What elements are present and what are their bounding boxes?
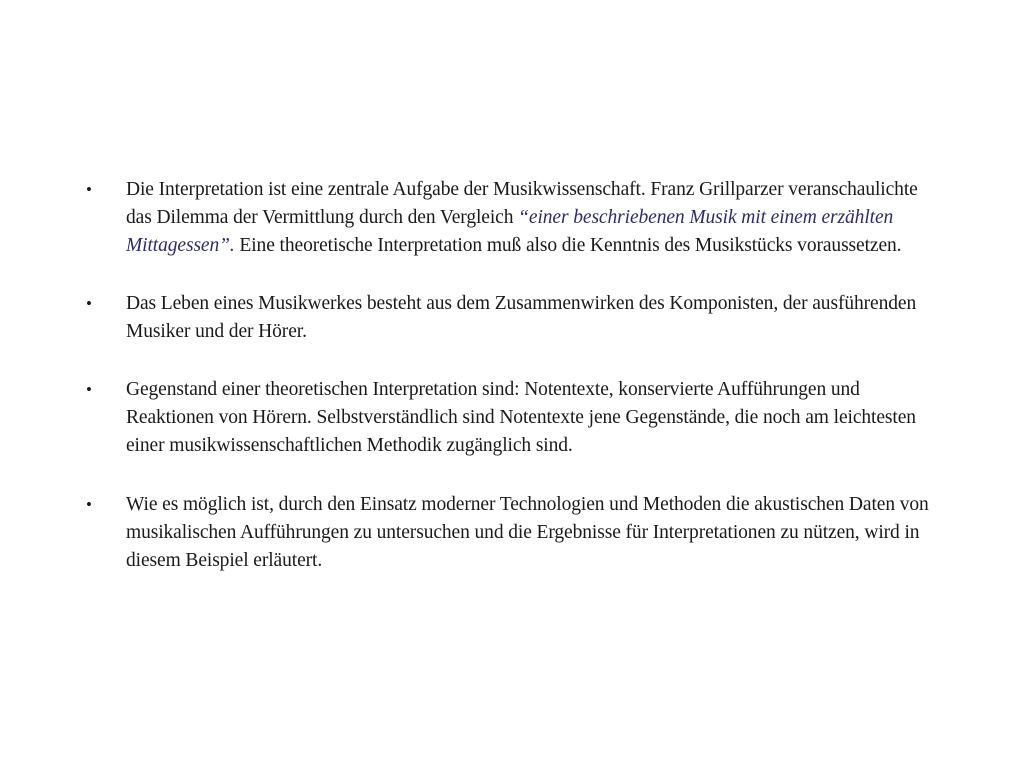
bullet-text-before: Die Interpretation ist eine zentrale Aufgabe der Musikwissenschaft. Franz Grillparzer veranschaulichte das Dilemma der Vermittlung durch den Vergleich [126,179,918,228]
bullet-item-4 [0,491,1024,575]
bullet-dot: • [86,495,92,514]
bullet-list [0,176,1024,605]
bullet-dot: • [86,294,92,313]
bullet-dot: • [86,180,92,199]
bullet-text: Das Leben eines Musikwerkes besteht aus dem Zusammenwirken des Komponisten, der ausführenden Musiker und der Hörer. [126,293,917,342]
bullet-dot: • [86,380,92,399]
grillparzer-quote: “einer beschriebenen Musik mit einem erzählten Mittagessen”. [126,207,894,256]
bullet-item-1 [0,176,1024,260]
bullet-text: Wie es möglich ist, durch den Einsatz moderner Technologien und Methoden die akustischen Daten von musikalischen Aufführungen zu untersuchen und die Ergebnisse für Interpretationen zu nützen, wird in diesem Beispiel erläutert. [126,494,929,571]
bullet-text-after: Eine theoretische Interpretation muß also die Kenntnis des Musikstücks voraussetzen. [234,235,902,256]
bullet-text: Gegenstand einer theoretischen Interpretation sind: Notentexte, konservierte Aufführungen und Reaktionen von Hörern. Selbstverständlich sind Notentexte jene Gegenstände, die noch am leichtesten einer musikwissenschaftlichen Methodik zugänglich sind. [126,379,916,456]
bullet-item-2 [0,290,1024,346]
bullet-item-3 [0,376,1024,460]
